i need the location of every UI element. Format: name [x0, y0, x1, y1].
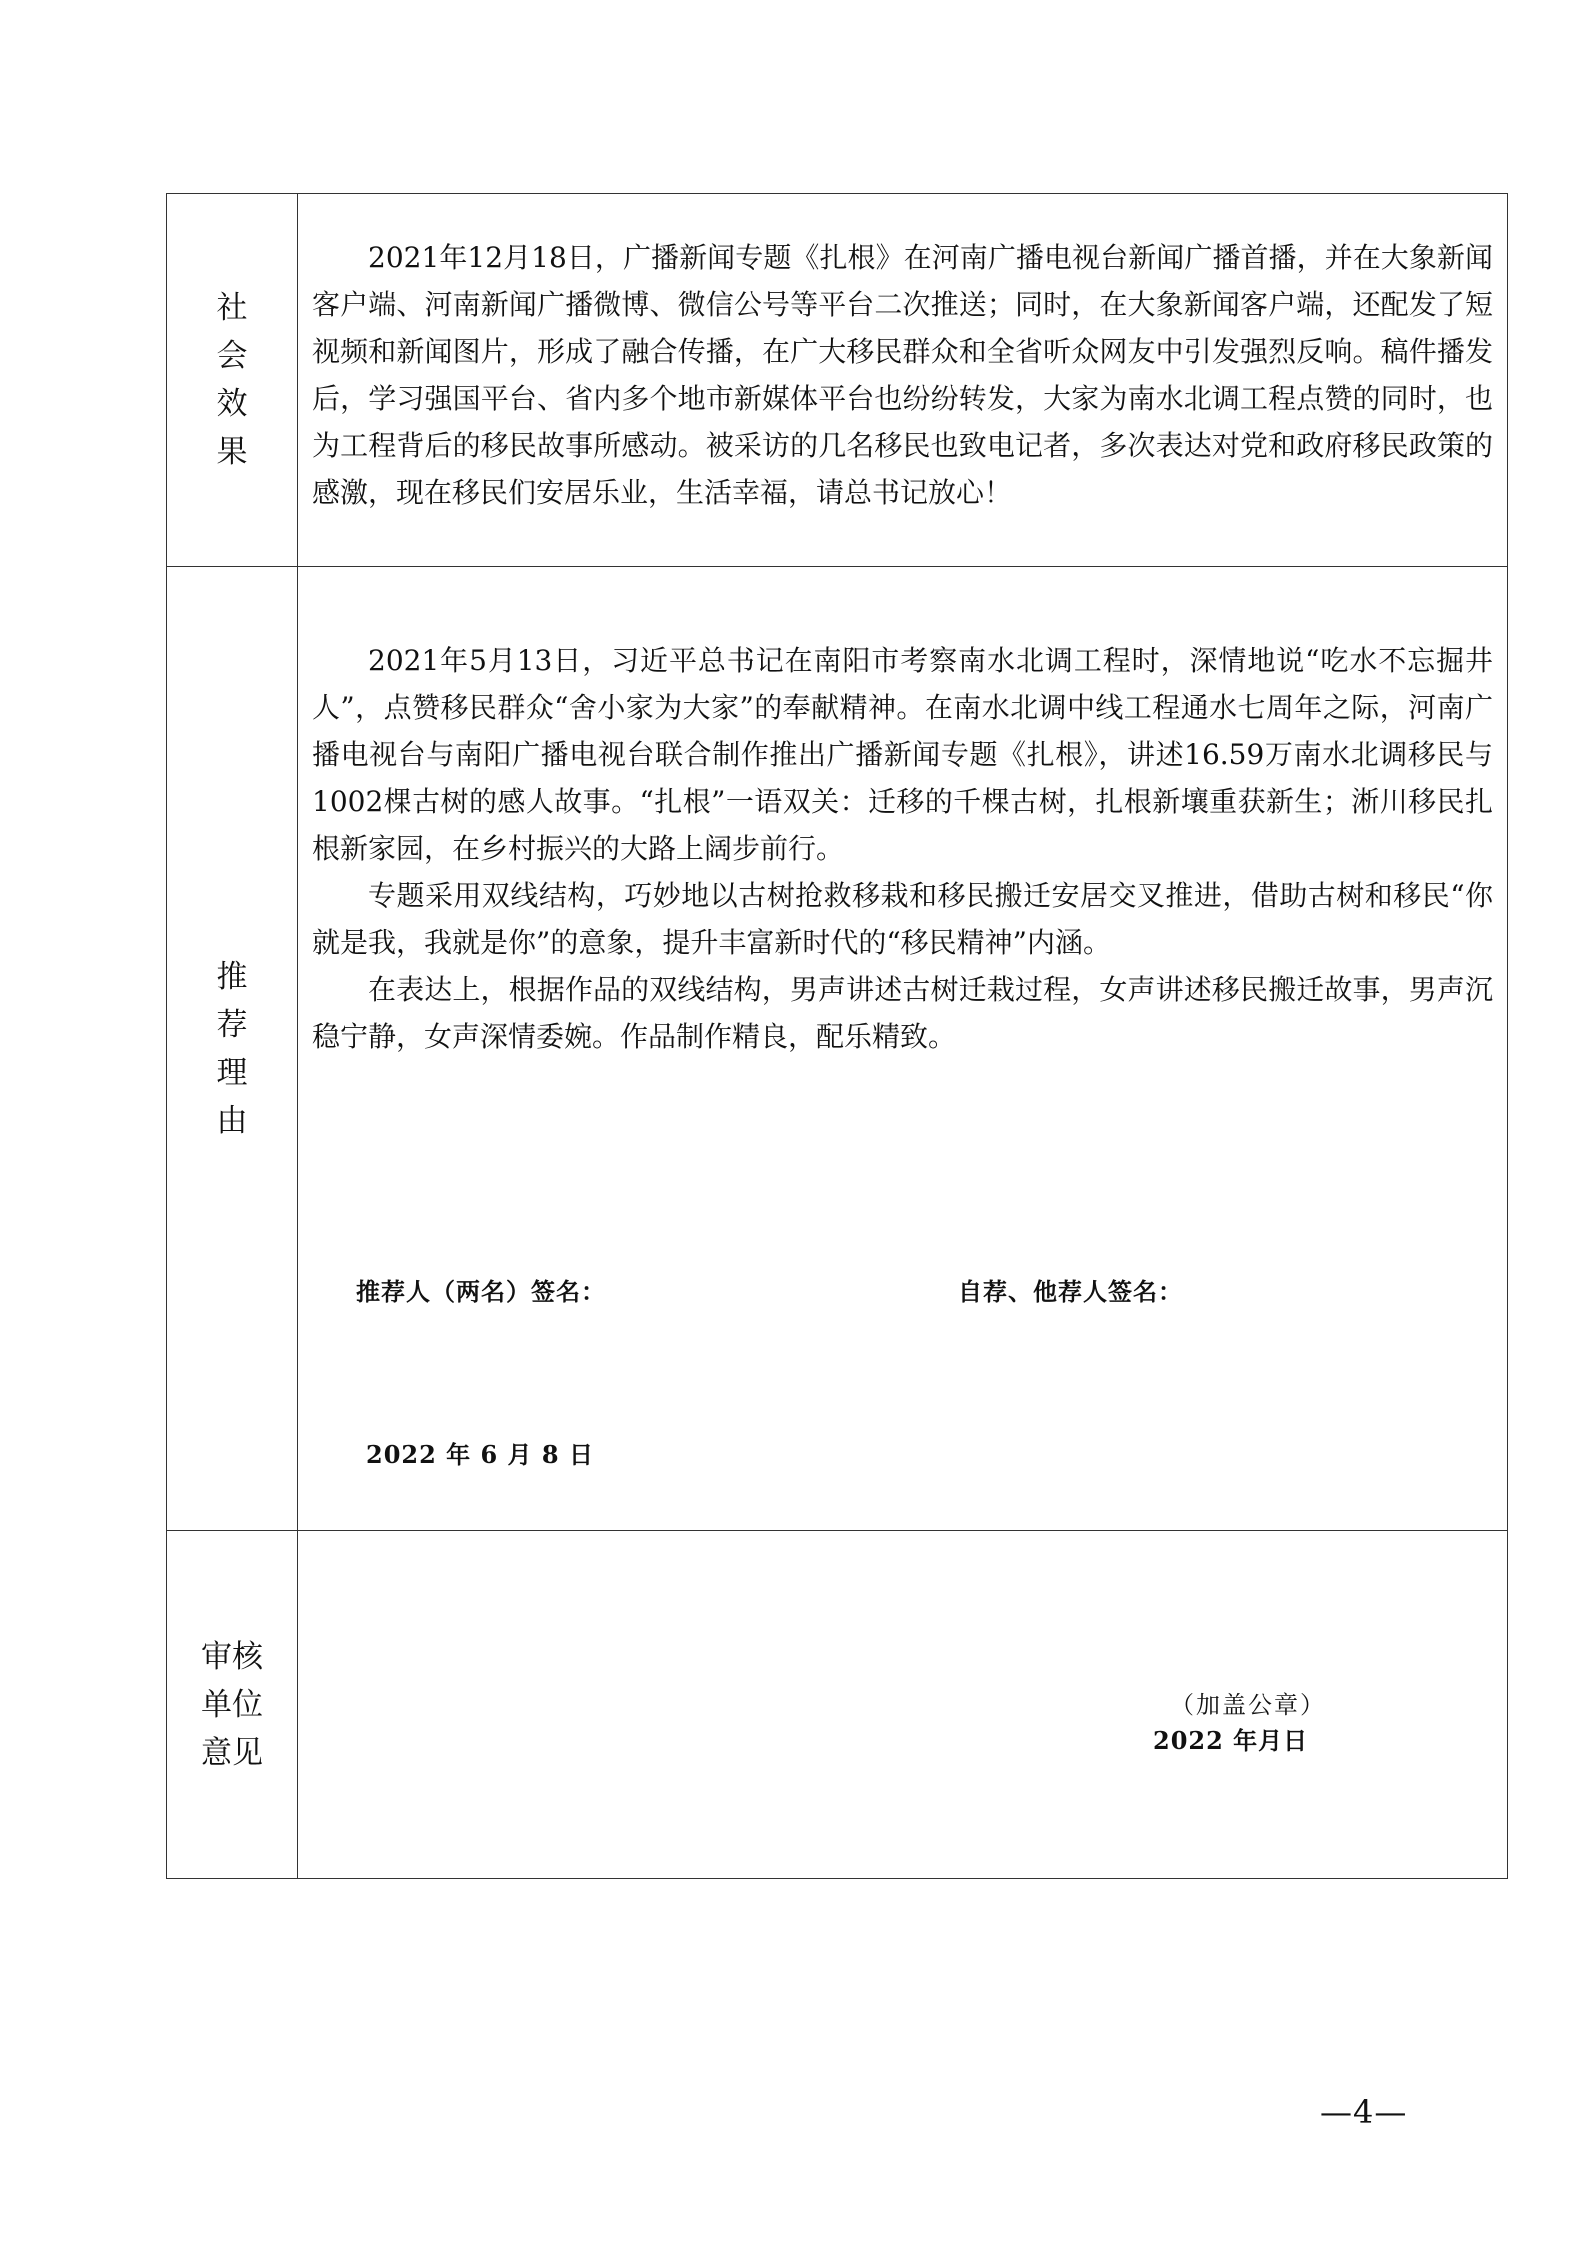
social-effect-label [167, 284, 297, 476]
label-char: 荐 [216, 1006, 248, 1043]
review-date: 2022 年月日 [1153, 1726, 1309, 1755]
social-effect-label-cell [167, 194, 298, 567]
label-line: 单位 [201, 1686, 263, 1723]
review-opinion-row [167, 1531, 1508, 1879]
label-char: 理 [216, 1054, 248, 1091]
self-recommender-signature-label: 自荐、他荐人签名： [958, 1277, 1183, 1306]
form-table [166, 193, 1508, 1879]
page-number: —4— [1320, 2093, 1408, 2131]
label-char: 由 [216, 1102, 248, 1139]
label-char: 社 [216, 290, 248, 326]
social-effect-content [298, 194, 1508, 567]
review-opinion-content [298, 1531, 1508, 1879]
label-char: 果 [216, 434, 248, 470]
label-char: 推 [216, 958, 248, 995]
reason-paragraph: 2021年5月13日，习近平总书记在南阳市考察南水北调工程时，深情地说“吃水不忘掘井人”，点赞移民群众“舍小家为大家”的奉献精神。在南水北调中线工程通水七周年之际，河南广播电视台与南阳广播电视台联合制作推出广播新闻专题《扎根》，讲述16.59万南水北调移民与1002棵古树的感人故事。“扎根”一语双关：迁移的千棵古树，扎根新壤重获新生；淅川移民扎根新家园，在乡村振兴的大路上阔步前行。 [312, 644, 1493, 865]
recommendation-reason-row [167, 567, 1508, 1531]
label-char: 效 [216, 386, 248, 422]
official-seal-note: （加盖公章） [1170, 1691, 1326, 1719]
recommendation-reason-content [298, 567, 1508, 1531]
social-effect-paragraph: 2021年12月18日，广播新闻专题《扎根》在河南广播电视台新闻广播首播，并在大象新闻客户端、河南新闻广播微博、微信公号等平台二次推送；同时，在大象新闻客户端，还配发了短视频和新闻图片，形成了融合传播，在广大移民群众和全省听众网友中引发强烈反响。稿件播发后，学习强国平台、省内多个地市新媒体平台也纷纷转发，大家为南水北调工程点赞的同时，也为工程背后的移民故事所感动。被采访的几名移民也致电记者，多次表达对党和政府移民政策的感激，现在移民们安居乐业，生活幸福，请总书记放心！ [312, 241, 1493, 509]
label-line: 意见 [201, 1734, 263, 1771]
recommender-signature-label: 推荐人（两名）签名： [356, 1277, 606, 1306]
label-line: 审核 [201, 1638, 263, 1675]
signature-date: 2022 年 6 月 8 日 [366, 1440, 594, 1469]
review-opinion-label-cell [167, 1531, 298, 1879]
recommendation-reason-label-cell [167, 567, 298, 1531]
recommendation-reason-label [167, 953, 297, 1145]
reason-paragraph: 在表达上，根据作品的双线结构，男声讲述古树迁栽过程，女声讲述移民搬迁故事，男声沉稳宁静，女声深情委婉。作品制作精良，配乐精致。 [312, 973, 1493, 1053]
label-char: 会 [216, 338, 248, 374]
social-effect-row [167, 194, 1508, 567]
reason-paragraph: 专题采用双线结构，巧妙地以古树抢救移栽和移民搬迁安居交叉推进，借助古树和移民“你就是我，我就是你”的意象，提升丰富新时代的“移民精神”内涵。 [312, 879, 1493, 959]
review-opinion-label [167, 1633, 297, 1777]
